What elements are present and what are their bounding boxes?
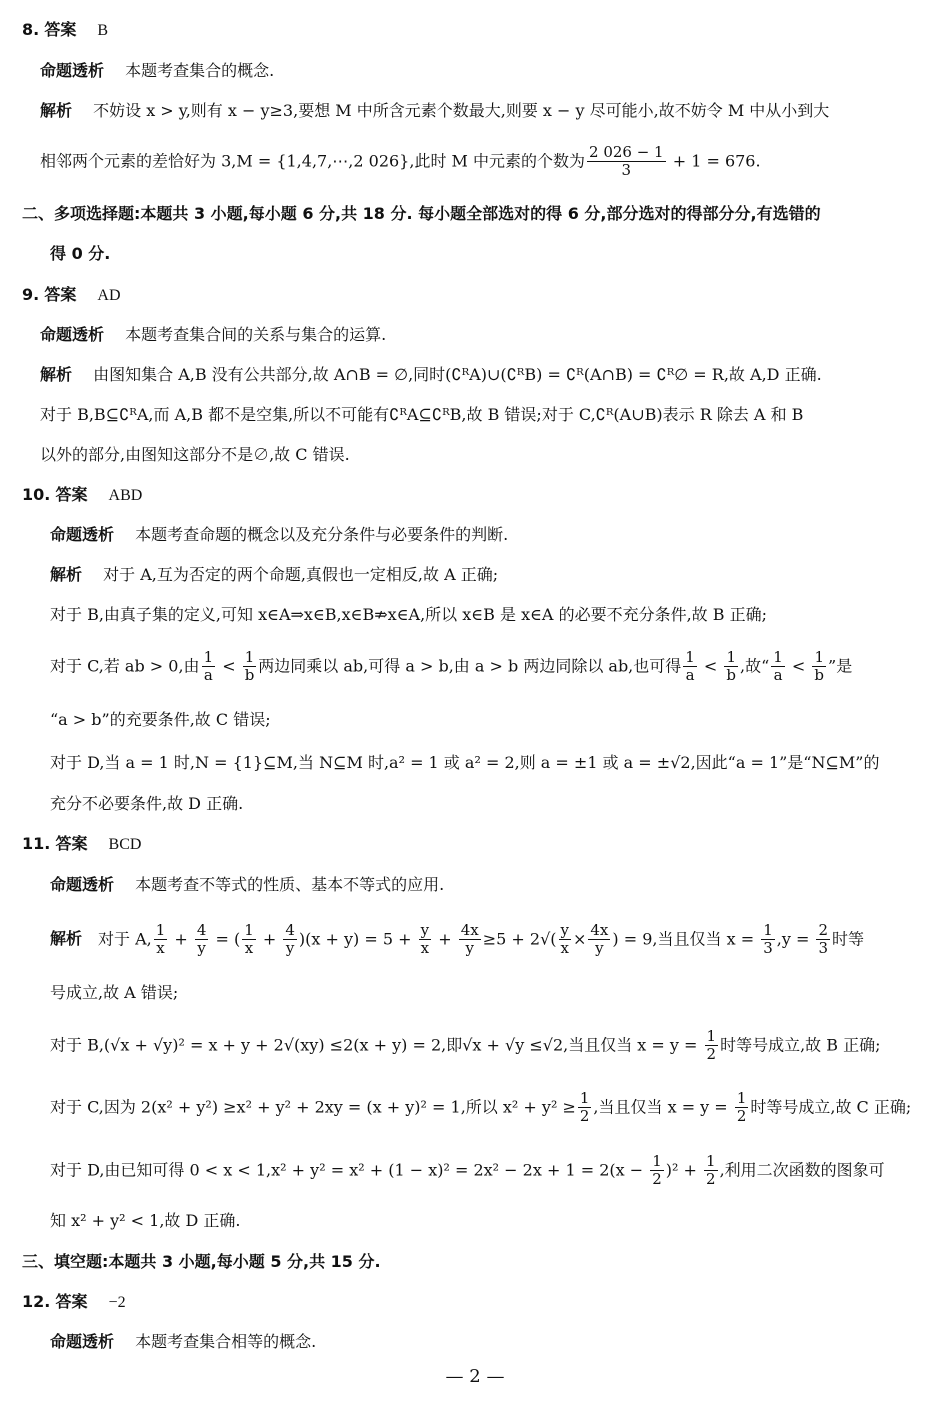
section-2-heading	[22, 206, 821, 222]
q11-option-d-line-2	[50, 1213, 241, 1229]
frac-1-over-3: $\frac{1}{3}$	[763, 921, 773, 958]
q8-number: 8.	[22, 20, 40, 39]
frac-1-over-2-b: $\frac{1}{2}$	[706, 1027, 717, 1064]
q10-option-b	[50, 607, 767, 623]
q11-option-a-text-2: 号成立,故 A 错误;	[50, 983, 179, 1002]
q11-option-c-text-b: ,当且仅当 x = y =	[593, 1097, 728, 1117]
q10-number: 10.	[22, 485, 51, 504]
q10-option-c-text-c: ,故“	[740, 656, 770, 676]
q8-answer-value: B	[97, 22, 109, 39]
frac-1-over-x-2: $\frac{1}{x}$	[244, 921, 254, 958]
q11-answer-line	[22, 836, 141, 853]
q10-analysis-text-a: 对于 A,互为否定的两个命题,真假也一定相反,故 A 正确;	[103, 565, 499, 584]
q9-analysis-text-2: 对于 B,B⊆∁ᴿA,而 A,B 都不是空集,所以不可能有∁ᴿA⊆∁ᴿB,故 B 错误;对于 C,∁ᴿ(A∪B)表示 R 除去 A 和 B	[40, 405, 804, 424]
q8-analysis	[40, 103, 829, 119]
q10-option-b-text: 对于 B,由真子集的定义,可知 x∈A⇒x∈B,x∈B⇏x∈A,所以 x∈B 是 x∈A 的必要不充分条件,故 B 正确;	[50, 605, 767, 624]
frac-4x-over-y: $\frac{4x}{y}$	[460, 921, 479, 958]
section-2-heading-line-2: 得 0 分.	[50, 244, 111, 263]
q9-analysis-text-1: 由图知集合 A,B 没有公共部分,故 A∩B = ∅,同时(∁ᴿA)∪(∁ᴿB) = ∁ᴿ(A∩B) = ∁ᴿ∅ = R,故 A,D 正确.	[93, 365, 822, 384]
q8-analysis-text-2b: + 1 = 676.	[667, 151, 761, 171]
frac-1-over-2-d1: $\frac{1}{2}$	[652, 1152, 662, 1189]
frac-4-over-y-2: $\frac{4}{y}$	[285, 921, 295, 958]
q11-insight-label: 命题透析	[50, 875, 115, 894]
q10-option-d-text-2: 充分不必要条件,故 D 正确.	[50, 794, 244, 813]
q8-analysis-text-2a: 相邻两个元素的差恰好为 3,M = {1,4,7,⋯,2 026},此时 M 中元素的个数为	[40, 151, 586, 171]
q9-insight-label: 命题透析	[40, 325, 105, 344]
frac-1-over-b: $\frac{1}{b}$	[244, 648, 255, 685]
q11-option-c-text-c: 时等号成立,故 C 正确;	[750, 1097, 912, 1117]
q10-analysis	[50, 567, 498, 583]
q10-answer-label: 答案	[55, 485, 88, 504]
q8-insight-label: 命题透析	[40, 61, 105, 80]
page-number: — 2 —	[445, 1366, 505, 1387]
q8-analysis-text-1: 不妨设 x > y,则有 x − y≥3,要想 M 中所含元素个数最大,则要 x − y 尽可能小,故不妨令 M 中从小到大	[93, 101, 830, 120]
q12-answer-line	[22, 1294, 126, 1311]
frac-1-over-b-2: $\frac{1}{b}$	[726, 648, 737, 685]
q10-option-d	[50, 755, 879, 771]
section-2-heading-cont	[50, 246, 110, 262]
q10-option-c-text-a: 对于 C,若 ab > 0,由	[50, 656, 200, 676]
q8-fraction-denominator: 3	[621, 161, 632, 180]
q10-answer-line	[22, 487, 142, 504]
section-3-heading	[22, 1254, 381, 1270]
frac-1-over-2-c1: $\frac{1}{2}$	[579, 1089, 590, 1126]
q9-number: 9.	[22, 285, 40, 304]
q9-analysis-line-3	[40, 447, 350, 463]
q11-option-d	[50, 1153, 885, 1189]
q8-answer-line	[22, 22, 108, 39]
q12-insight-label: 命题透析	[50, 1332, 115, 1351]
q11-insight	[50, 877, 444, 893]
q11-option-c-text-a: 对于 C,因为 2(x² + y²) ≥x² + y² + 2xy = (x + y)² = 1,所以 x² + y² ≥	[50, 1097, 576, 1117]
frac-1-over-2-d2: $\frac{1}{2}$	[706, 1152, 716, 1189]
q12-insight	[50, 1334, 316, 1350]
q10-option-c-text-b: 两边同乘以 ab,可得 a > b,由 a > b 两边同除以 ab,也可得	[258, 656, 682, 676]
q12-insight-text: 本题考查集合相等的概念.	[135, 1332, 317, 1351]
q11-option-a-lead: 对于 A,	[98, 929, 152, 949]
frac-1-over-a: $\frac{1}{a}$	[203, 648, 214, 685]
q11-option-b	[50, 1028, 881, 1064]
q10-option-c-text-d: ”是	[828, 656, 853, 676]
q8-answer-label: 答案	[44, 20, 77, 39]
q12-answer-label: 答案	[55, 1292, 88, 1311]
q9-analysis	[40, 367, 822, 383]
q10-answer-value: ABD	[108, 487, 143, 504]
frac-1-over-x: $\frac{1}{x}$	[155, 921, 166, 958]
q11-number: 11.	[22, 834, 51, 853]
q9-answer-line	[22, 287, 121, 304]
q11-option-a-geq: ≥5 + 2√(	[482, 929, 557, 949]
frac-y-over-x-2: $\frac{y}{x}$	[560, 921, 569, 958]
frac-4x-over-y-2: $\frac{4x}{y}$	[590, 921, 609, 958]
q9-analysis-label: 解析	[40, 365, 73, 384]
q11-option-b-text-a: 对于 B,(√x + √y)² = x + y + 2√(xy) ≤2(x + y) = 2,即√x + √y ≤√2,当且仅当 x = y =	[50, 1035, 698, 1055]
frac-1-over-b-3: $\frac{1}{b}$	[814, 648, 825, 685]
q10-insight	[50, 527, 508, 543]
q11-answer-value: BCD	[108, 836, 142, 853]
q10-insight-label: 命题透析	[50, 525, 115, 544]
q8-analysis-label: 解析	[40, 101, 73, 120]
frac-1-over-a-2: $\frac{1}{a}$	[685, 648, 695, 685]
q10-option-c-line-2	[50, 712, 271, 728]
q12-number: 12.	[22, 1292, 51, 1311]
q9-insight	[40, 327, 386, 343]
q10-option-c: 对于 C,若 ab > 0,由 $\frac{1}{a}$ < $\frac{1}{b}$ 两边同乘以 ab,可得 a > b,由 a > b 两边同除以 ab,也可得 $\frac{1}{a}$ < $\frac{1}{b}$ ,故“ $\frac{1}{a}$ < $\frac{1}{b}$ ”是	[50, 648, 853, 685]
q11-option-a-tail: 时等	[832, 929, 865, 949]
frac-1-over-a-3: $\frac{1}{a}$	[773, 648, 783, 685]
q8-insight-text: 本题考查集合的概念.	[125, 61, 275, 80]
q10-option-d-text-1: 对于 D,当 a = 1 时,N = {1}⊆M,当 N⊆M 时,a² = 1 或 a² = 2,则 a = ±1 或 a = ±√2,因此“a = 1”是“N⊆M”的	[50, 753, 880, 772]
q8-fraction-numerator: 2 026 − 1	[589, 143, 664, 161]
q10-analysis-label: 解析	[50, 565, 83, 584]
q9-answer-label: 答案	[44, 285, 77, 304]
frac-2-over-3: $\frac{2}{3}$	[818, 921, 828, 958]
q8-analysis-line-2	[40, 144, 761, 180]
q12-answer-value: −2	[108, 1294, 126, 1311]
q11-option-a-end: ) = 9,当且仅当 x =	[612, 929, 755, 949]
section-3-heading-text: 三、填空题:本题共 3 小题,每小题 5 分,共 15 分.	[22, 1252, 381, 1271]
q11-option-c	[50, 1090, 911, 1126]
q11-option-a: 解析 对于 A, $\frac{1}{x}$ + $\frac{4}{y}$ = ( $\frac{1}{x}$ + $\frac{4}{y}$ )(x + y) = 5 + $\frac{y}{x}$ + $\frac{4x}{y}$ ≥5 + 2√( $\frac{y}{x}$ × $\frac{4x}{y}$ ) = 9,当且仅当 x = $\frac{1}{3}$ ,y = $\frac{2}{3}$ 时等	[50, 921, 865, 958]
q11-option-a-line-2	[50, 985, 178, 1001]
q8-insight	[40, 63, 274, 79]
frac-1-over-2-c2: $\frac{1}{2}$	[736, 1089, 747, 1126]
q11-option-d-text-2: 知 x² + y² < 1,故 D 正确.	[50, 1211, 241, 1230]
q10-option-c-text-2: “a > b”的充要条件,故 C 错误;	[50, 710, 271, 729]
q9-analysis-text-3: 以外的部分,由图知这部分不是∅,故 C 错误.	[40, 445, 350, 464]
q8-fraction	[587, 144, 666, 180]
q11-insight-text: 本题考查不等式的性质、基本不等式的应用.	[135, 875, 445, 894]
q11-option-d-text-c: ,利用二次函数的图象可	[719, 1160, 885, 1180]
q9-insight-text: 本题考查集合间的关系与集合的运算.	[125, 325, 387, 344]
section-2-heading-line-1: 二、多项选择题:本题共 3 小题,每小题 6 分,共 18 分. 每小题全部选对的得 6 分,部分选对的得部分分,有选错的	[22, 204, 821, 223]
q11-option-d-text-a: 对于 D,由已知可得 0 < x < 1,x² + y² = x² + (1 − x)² = 2x² − 2x + 1 = 2(x −	[50, 1160, 644, 1180]
q9-analysis-line-2	[40, 407, 803, 423]
q9-answer-value: AD	[97, 287, 121, 304]
q10-option-d-line-2	[50, 796, 243, 812]
q11-option-d-text-b: )² +	[665, 1160, 697, 1180]
q11-option-a-mid: (x + y) = 5 +	[305, 929, 412, 949]
q11-analysis-label: 解析	[50, 929, 83, 949]
q11-option-b-text-b: 时等号成立,故 B 正确;	[720, 1035, 881, 1055]
frac-4-over-y: $\frac{4}{y}$	[196, 921, 207, 958]
q10-insight-text: 本题考查命题的概念以及充分条件与必要条件的判断.	[135, 525, 509, 544]
q11-answer-label: 答案	[55, 834, 88, 853]
frac-y-over-x: $\frac{y}{x}$	[420, 921, 430, 958]
